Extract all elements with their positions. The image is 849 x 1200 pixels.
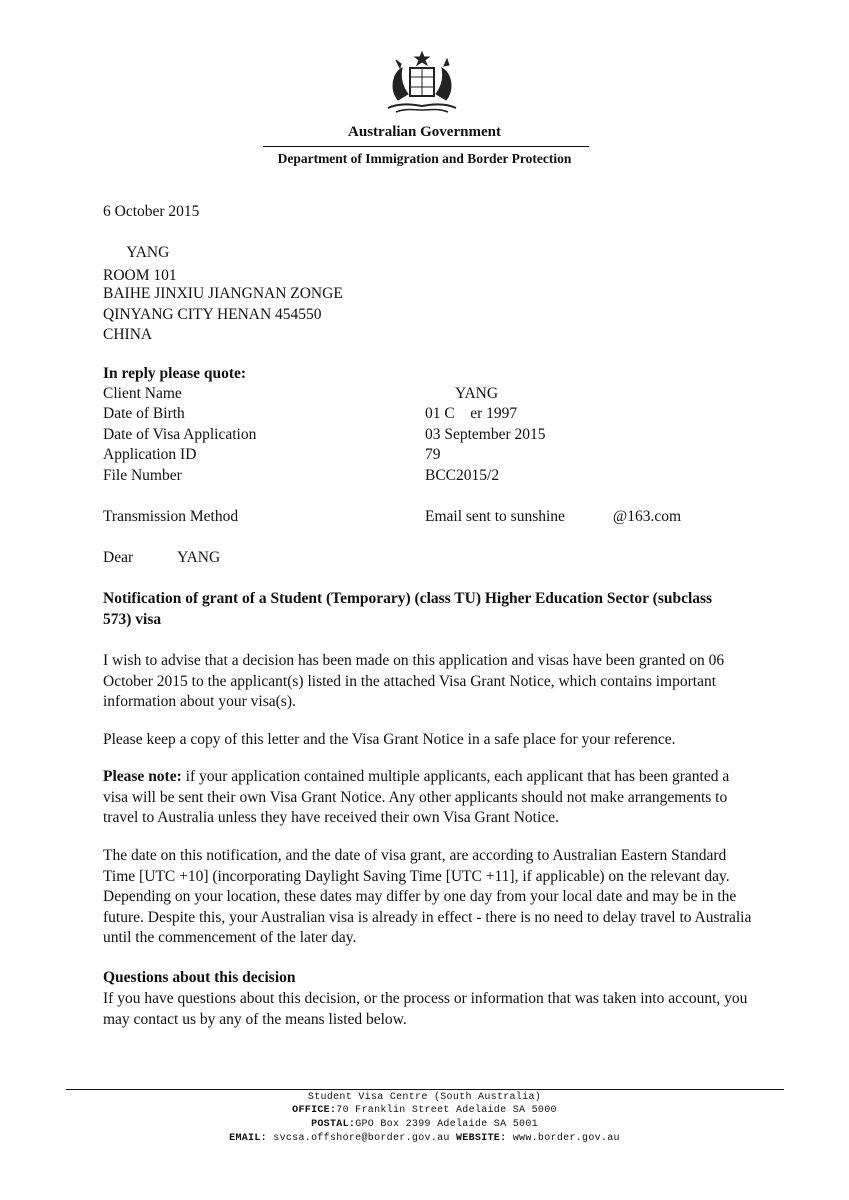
quote-label-application-date: Date of Visa Application [103,426,257,443]
salutation-start: Dear [103,549,134,566]
coat-of-arms-icon [376,50,468,118]
footer-postal-value: GPO Box 2399 Adelaide SA 5001 [355,1119,538,1130]
quote-value-application-date: 03 September 2015 [425,426,546,443]
paragraph-please-note [103,767,753,829]
quote-heading: In reply please quote: [103,365,247,382]
notification-subject: Notification of grant of a Student (Temporary) (class TU) Higher Education Sector (subclass 573) visa [103,590,713,628]
quote-label-application-id: Application ID [103,446,197,463]
quote-label-dob: Date of Birth [103,405,185,422]
quote-value-file-number: BCC2015/2 [425,467,500,484]
paragraph-decision: I wish to advise that a decision has been made on this application and visas have been granted on 06 October 2015 to the applicant(s) listed in the attached Visa Grant Notice, which contains important information about your visa(s). [103,652,725,710]
quote-label-client-name: Client Name [103,385,182,402]
address-line-4: QINYANG CITY HENAN 454550 [103,306,322,323]
paragraph-time-zone: The date on this notification, and the date of visa grant, are according to Australian Eastern Standard Time [UTC +10] (incorporating Daylight Saving Time [UTC +11], if applicable) on the relevant day. Depending on your location, these dates may differ by one day from your local date and may be in the future. Despite this, your Australian visa is already in effect - there is no need to delay travel to Australia until the commencement of the later day. [103,847,752,946]
transmission-email-start: Email sent to sunshine [425,508,565,525]
quote-value-client-name: YANG [455,385,499,402]
footer-email-value: svcsa.offshore@border.gov.au [266,1133,456,1144]
footer-centre: Student Visa Centre (South Australia) [307,1092,542,1103]
address-line-5: CHINA [103,326,153,343]
footer-postal-label: POSTAL: [311,1119,356,1130]
letter-date: 6 October 2015 [103,203,200,220]
recipient-name [103,243,169,264]
header-divider [263,146,589,147]
department-title: Department of Immigration and Border Protection [277,151,572,166]
address-line-partial [103,264,177,284]
quote-value-application-id: 79 [425,446,441,463]
paragraph-keep-copy: Please keep a copy of this letter and the Visa Grant Notice in a safe place for your reference. [103,731,676,748]
transmission-value [425,507,681,528]
footer-contact [0,1132,849,1146]
footer-office-label: OFFICE: [292,1105,337,1116]
please-note-label: Please note: [103,768,182,785]
quote-label-file-number: File Number [103,467,182,484]
recipient-surname: YANG [126,244,170,261]
footer-email-label: EMAIL: [229,1133,267,1144]
quote-value-dob: 01 C er 1997 [425,405,518,422]
footer-postal [0,1118,849,1132]
footer-website-label: WEBSITE: [456,1133,507,1144]
salutation [103,548,220,569]
transmission-label: Transmission Method [103,508,239,525]
footer-divider [66,1089,784,1090]
please-note-text: if your application contained multiple applicants, each applicant that has been granted a visa will be sent their own Visa Grant Notice. Any other applicants should not make arrangements to travel to Australia unless they have received their own Visa Grant Notice. [103,768,730,826]
salutation-end: YANG [177,549,221,566]
government-title: Australian Government [348,124,501,140]
footer-office [0,1104,849,1118]
footer-website-value: www.border.gov.au [506,1133,620,1144]
address-line-3: BAIHE JINXIU JIANGNAN ZONGE [103,285,343,302]
questions-heading: Questions about this decision [103,969,296,986]
paragraph-questions: If you have questions about this decision, or the process or information that was taken into account, you may contact us by any of the means listed below. [103,990,748,1028]
transmission-email-end: @163.com [612,508,682,525]
address-line-partial-text: ROOM 101 [103,267,177,284]
footer-office-value: 70 Franklin Street Adelaide SA 5000 [336,1105,557,1116]
